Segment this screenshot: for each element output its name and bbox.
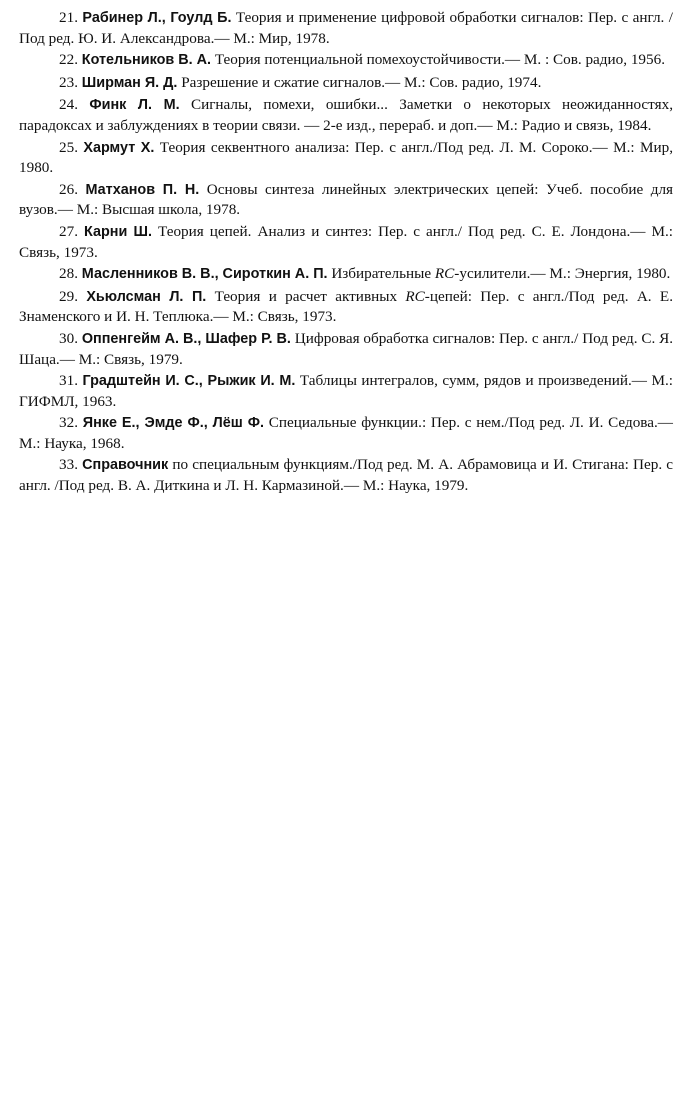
reference-28	[19, 262, 673, 285]
reference-number: 27.	[59, 222, 78, 240]
reference-text: Избирательные	[327, 265, 435, 283]
reference-author: Оппенгейм А. В., Шафер Р. В.	[81, 330, 291, 347]
reference-text: по специальным функциям./Под ред. М. А. Абрамовица и И. Стигана: Пер. с англ. /Под ред. В. А. Диткина и Л. Н. Кармазиной.— М.: Наука, 1979.	[19, 456, 674, 495]
reference-number: 30.	[59, 329, 78, 347]
reference-author: Градштейн И. С., Рыжик И. М.	[82, 373, 296, 390]
reference-31	[19, 369, 673, 411]
reference-text-italic: RC	[405, 287, 425, 305]
reference-text: Разрешение и сжатие сигналов.— М.: Сов. радио, 1974.	[177, 73, 542, 91]
reference-number: 23.	[59, 73, 78, 91]
reference-author: Рабинер Л., Гоулд Б.	[82, 10, 232, 26]
reference-21	[19, 6, 673, 48]
reference-author: Хармут Х.	[83, 139, 155, 156]
reference-text: Сигналы, помехи, ошибки... Заметки о некоторых неожиданностях, парадоксах и заблуждениях в теории связи. — 2-е изд., перераб. и доп.— М.: Радио и связь, 1984.	[19, 96, 673, 134]
reference-25	[19, 136, 673, 178]
reference-author: Хьюлсман Л. П.	[86, 288, 207, 305]
reference-number: 26.	[59, 180, 78, 198]
reference-number: 29.	[59, 287, 78, 305]
reference-number: 31.	[59, 372, 78, 390]
reference-author: Финк Л. М.	[89, 97, 180, 114]
reference-text: Теория цепей. Анализ и синтез: Пер. с англ./ Под ред. С. Е. Лондона.— М.: Связь, 1973.	[19, 222, 673, 261]
reference-22	[19, 48, 673, 71]
reference-text: Цифровая обработка сигналов: Пер. с англ./ Под ред. С. Я. Шаца.— М.: Связь, 1979.	[19, 329, 674, 368]
reference-text: Теория секвентного анализа: Пер. с англ./Под ред. Л. М. Сороко.— М.: Мир, 1980.	[19, 138, 674, 177]
reference-29	[19, 285, 673, 327]
reference-text: Основы синтеза линейных электрических цепей: Учеб. пособие для вузов.— М.: Высшая школа, 1978.	[19, 180, 674, 219]
reference-author: Справочник	[82, 457, 169, 474]
reference-32	[19, 411, 673, 453]
reference-number: 33.	[59, 456, 78, 474]
reference-author: Котельников В. А.	[81, 52, 212, 69]
reference-list	[19, 6, 673, 496]
reference-text: -цепей: Пер. с англ./Под ред. А. Е. Знаменского и И. Н. Теплюка.— М.: Связь, 1973.	[19, 287, 674, 326]
reference-text: -усилители.— М.: Энергия, 1980.	[454, 265, 671, 283]
reference-author: Карни Ш.	[84, 223, 152, 240]
reference-text: Теория потенциальной помехоустойчивости.— М. : Сов. радио, 1956.	[211, 51, 666, 69]
reference-author: Матханов П. Н.	[85, 181, 200, 198]
reference-number: 32.	[59, 414, 78, 432]
reference-author: Масленников В. В., Сироткин А. П.	[81, 266, 328, 283]
reference-number: 28.	[59, 265, 78, 283]
reference-24	[19, 93, 673, 135]
reference-number: 25.	[59, 138, 78, 156]
reference-text-italic: RC	[434, 265, 455, 283]
reference-text: Таблицы интегралов, сумм, рядов и произведений.— М.: ГИФМЛ, 1963.	[19, 372, 674, 410]
reference-author: Янке Е., Эмде Ф., Лёш Ф.	[82, 415, 264, 432]
reference-text: Специальные функции.: Пер. с нем./Под ред. Л. И. Седова.— М.: Наука, 1968.	[19, 414, 673, 452]
reference-23	[19, 71, 673, 94]
reference-number: 22.	[59, 51, 78, 69]
reference-27	[19, 220, 673, 262]
reference-33	[19, 453, 673, 495]
reference-number: 24.	[59, 96, 78, 114]
reference-author: Ширман Я. Д.	[81, 74, 178, 91]
reference-30	[19, 327, 673, 369]
reference-text: Теория и применение цифровой обработки сигналов: Пер. с англ. /Под ред. Ю. И. Александрова.— М.: Мир, 1978.	[19, 9, 673, 47]
reference-number: 21.	[59, 9, 78, 26]
reference-26	[19, 178, 673, 220]
reference-text: Теория и расчет активных	[206, 287, 406, 305]
